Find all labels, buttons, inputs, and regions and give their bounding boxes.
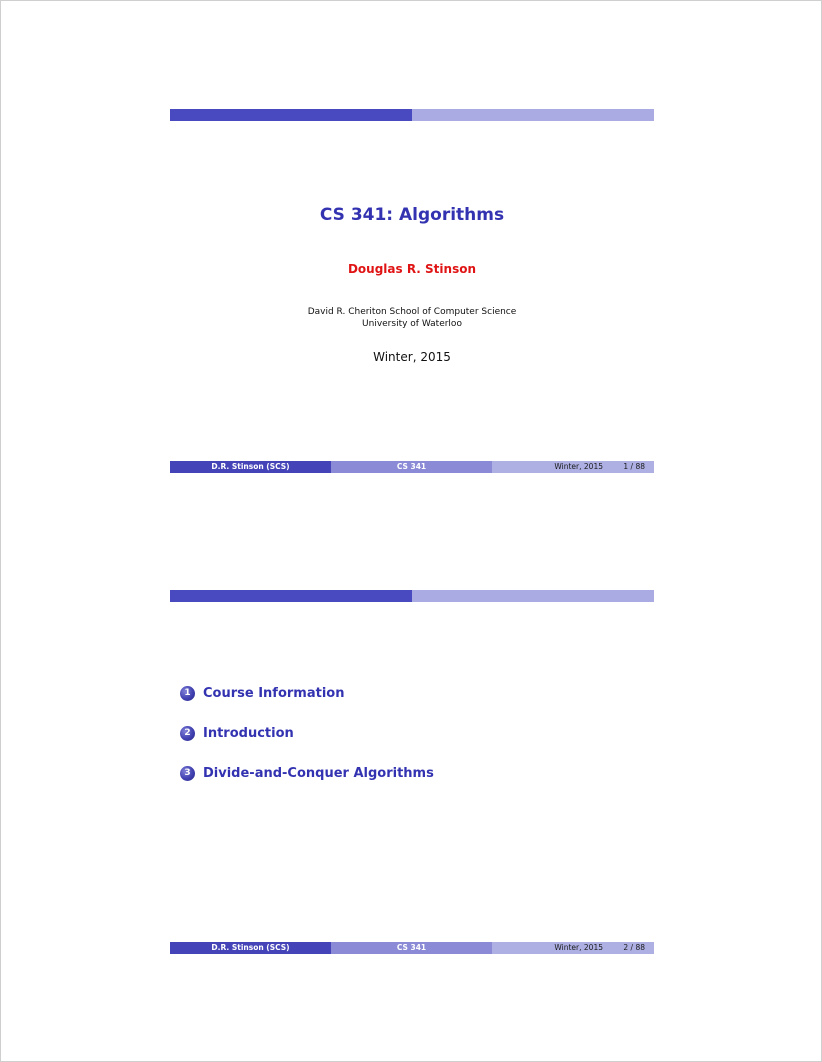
footer-course: CS 341 <box>331 942 492 954</box>
presentation-institute <box>170 306 654 330</box>
header-bar-dark <box>170 590 412 602</box>
footer-author: D.R. Stinson (SCS) <box>170 461 331 473</box>
header-bar-light <box>412 590 654 602</box>
toc-label: Course Information <box>203 685 345 701</box>
footer-right <box>492 942 654 954</box>
institute-line-2: University of Waterloo <box>362 319 462 329</box>
slide-outline <box>170 590 654 954</box>
slide-header-bar <box>170 590 654 602</box>
presentation-title: CS 341: Algorithms <box>319 205 505 225</box>
footer-page-number: 2 / 88 <box>623 943 645 952</box>
footer-page-number: 1 / 88 <box>623 462 645 471</box>
header-bar-light <box>412 109 654 121</box>
footer-author: D.R. Stinson (SCS) <box>170 942 331 954</box>
table-of-contents <box>180 685 640 805</box>
toc-label: Divide-and-Conquer Algorithms <box>203 765 434 781</box>
institute-line-1: David R. Cheriton School of Computer Science <box>307 307 517 317</box>
footer-right <box>492 461 654 473</box>
toc-label: Introduction <box>203 725 294 741</box>
header-bar-dark <box>170 109 412 121</box>
footer-date: Winter, 2015 <box>554 943 603 952</box>
toc-item-course-information[interactable] <box>180 685 640 701</box>
slide-footer <box>170 942 654 954</box>
presentation-author: Douglas R. Stinson <box>347 262 477 276</box>
toc-number-badge: 1 <box>180 686 195 701</box>
toc-number-badge: 3 <box>180 766 195 781</box>
toc-number-badge: 2 <box>180 726 195 741</box>
slide-footer <box>170 461 654 473</box>
footer-course: CS 341 <box>331 461 492 473</box>
slide-title <box>170 109 654 473</box>
toc-item-introduction[interactable] <box>180 725 640 741</box>
presentation-date: Winter, 2015 <box>373 350 451 364</box>
footer-date: Winter, 2015 <box>554 462 603 471</box>
toc-item-divide-and-conquer[interactable] <box>180 765 640 781</box>
slide-header-bar <box>170 109 654 121</box>
